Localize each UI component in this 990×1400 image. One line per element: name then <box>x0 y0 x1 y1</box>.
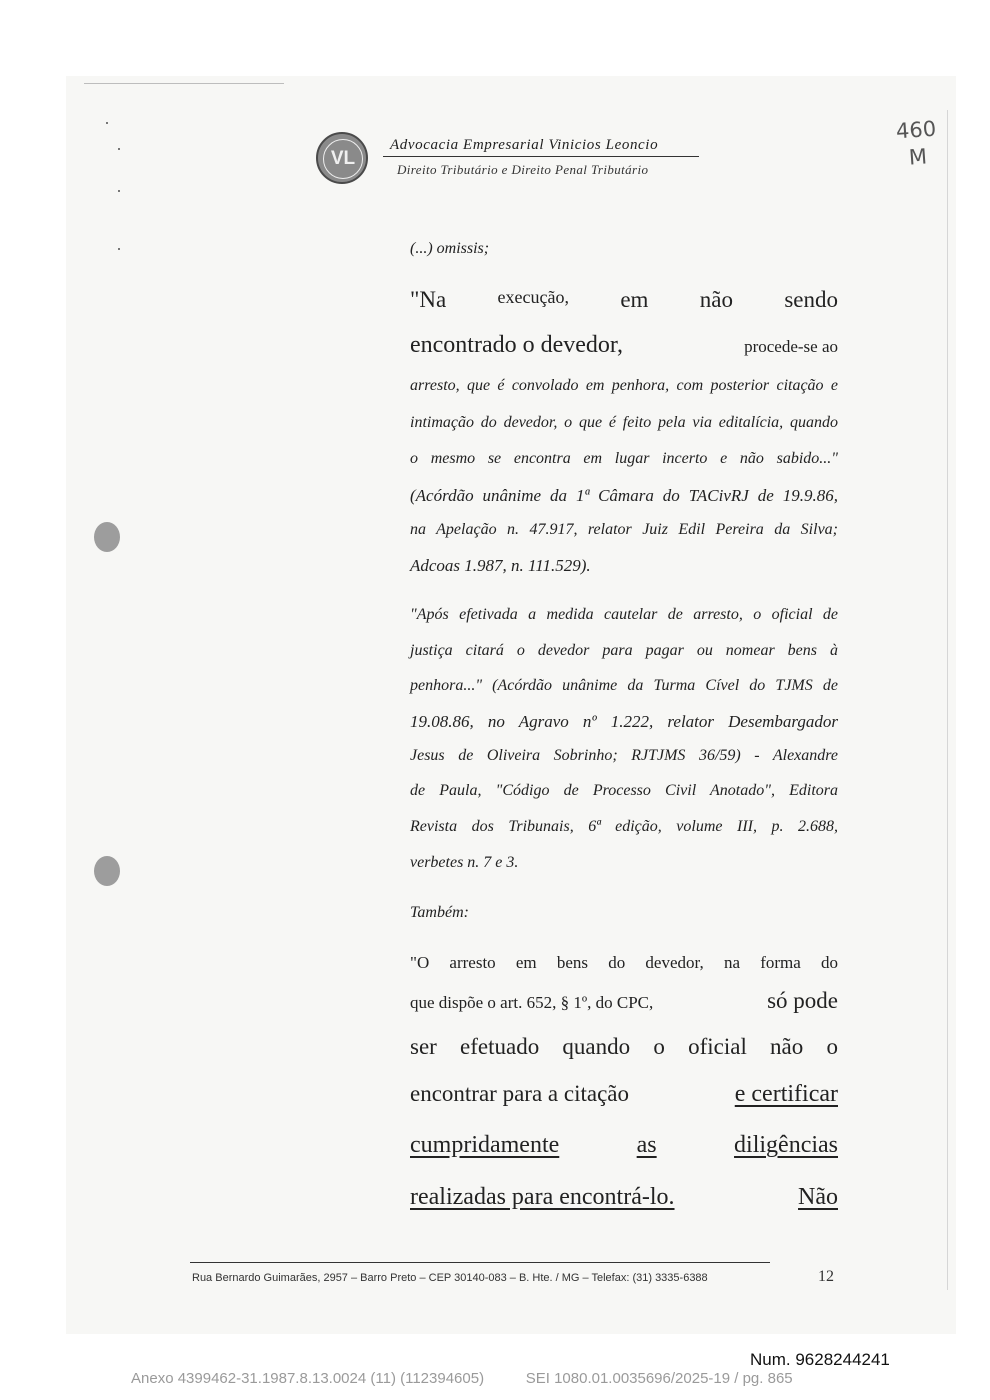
text-line: penhora..." (Acórdão unânime da Turma Cível do TJMS de <box>410 677 838 694</box>
text-line: Revista dos Tribunais, 6ª edição, volume III, p. 2.688, <box>410 818 838 835</box>
word: as <box>636 1132 657 1158</box>
firm-logo <box>316 132 368 184</box>
emphasis-text: encontrado o devedor, <box>410 332 623 358</box>
punch-hole <box>94 856 120 886</box>
handwritten-folio-number: 460 <box>895 116 937 144</box>
document-number-stamp: Num. 9628244241 <box>750 1350 890 1369</box>
text-line-large <box>410 287 838 313</box>
text-line-large <box>410 1081 838 1108</box>
text-segment: encontrar para a citação <box>410 1081 629 1106</box>
word: execução, <box>497 287 569 307</box>
text-line: Jesus de Oliveira Sobrinho; RJTJMS 36/59) - Alexandre <box>410 747 838 764</box>
word: em <box>620 287 649 312</box>
text-line: 19.08.86, no Agravo nº 1.222, relator Desembargador <box>410 712 838 731</box>
scan-speck <box>118 190 120 192</box>
punch-hole <box>94 522 120 552</box>
text-line: verbetes n. 7 e 3. <box>410 854 519 871</box>
attachment-reference: Anexo 4399462-31.1987.8.13.0024 (11) (112394605) SEI 1080.01.0035696/2025-19 / pg. 865 <box>131 1370 793 1387</box>
text-line: "O arresto em bens do devedor, na forma do <box>410 953 838 972</box>
text-line: o mesmo se encontra em lugar incerto e não sabido..." <box>410 450 838 467</box>
scan-edge-line-right <box>947 110 948 1290</box>
scan-speck <box>118 148 120 150</box>
word: diligências <box>734 1132 838 1158</box>
letterhead-rule <box>383 156 699 157</box>
scan-speck <box>118 248 120 250</box>
word: não <box>699 287 733 312</box>
firm-subtitle: Direito Tributário e Direito Penal Tributário <box>397 162 649 177</box>
underlined-text: realizadas para encontrá-lo. <box>410 1184 675 1210</box>
text-line-large: ser efetuado quando o oficial não o <box>410 1034 838 1059</box>
footer-address: Rua Bernardo Guimarães, 2957 – Barro Preto – CEP 30140-083 – B. Hte. / MG – Telefax: (31) 3335-6388 <box>192 1272 708 1284</box>
word: cumpridamente <box>410 1132 560 1158</box>
footer-rule <box>190 1262 770 1263</box>
text-line: intimação do devedor, o que é feito pela via editalícia, quando <box>410 414 838 431</box>
underlined-text-line <box>410 1132 838 1159</box>
text-segment: procede-se ao <box>744 337 838 356</box>
underlined-text: e certificar <box>734 1081 838 1107</box>
word: "Na <box>410 287 447 312</box>
underlined-text-line <box>410 1184 838 1211</box>
text-line: arresto, que é convolado em penhora, com posterior citação e <box>410 377 838 394</box>
firm-name: Advocacia Empresarial Vinicios Leoncio <box>390 137 659 153</box>
text-line: Também: <box>410 904 469 921</box>
handwritten-initials: M <box>908 144 928 170</box>
text-line: (Acórdão unânime da 1ª Câmara do TACivRJ de 19.9.86, <box>410 486 838 505</box>
word: sendo <box>784 287 838 312</box>
handwritten-annotation <box>895 116 939 173</box>
emphasis-text: só pode <box>767 988 838 1013</box>
text-line: "Após efetivada a medida cautelar de arresto, o oficial de <box>410 606 838 623</box>
text-line <box>410 988 838 1014</box>
text-line: na Apelação n. 47.917, relator Juiz Edil Pereira da Silva; <box>410 521 838 538</box>
scan-speck <box>106 122 108 124</box>
text-line-large <box>410 332 838 359</box>
text-line: de Paula, "Código de Processo Civil Anotado", Editora <box>410 782 838 799</box>
underlined-text: Não <box>798 1184 838 1210</box>
text-line: Adcoas 1.987, n. 111.529). <box>410 556 591 575</box>
firm-logo-monogram: VL <box>323 139 363 179</box>
scan-edge-line <box>84 83 284 84</box>
text-line: (...) omissis; <box>410 240 490 257</box>
page-number: 12 <box>818 1268 834 1285</box>
text-segment: que dispõe o art. 652, § 1º, do CPC, <box>410 993 654 1012</box>
text-line: justiça citará o devedor para pagar ou nomear bens à <box>410 642 838 659</box>
